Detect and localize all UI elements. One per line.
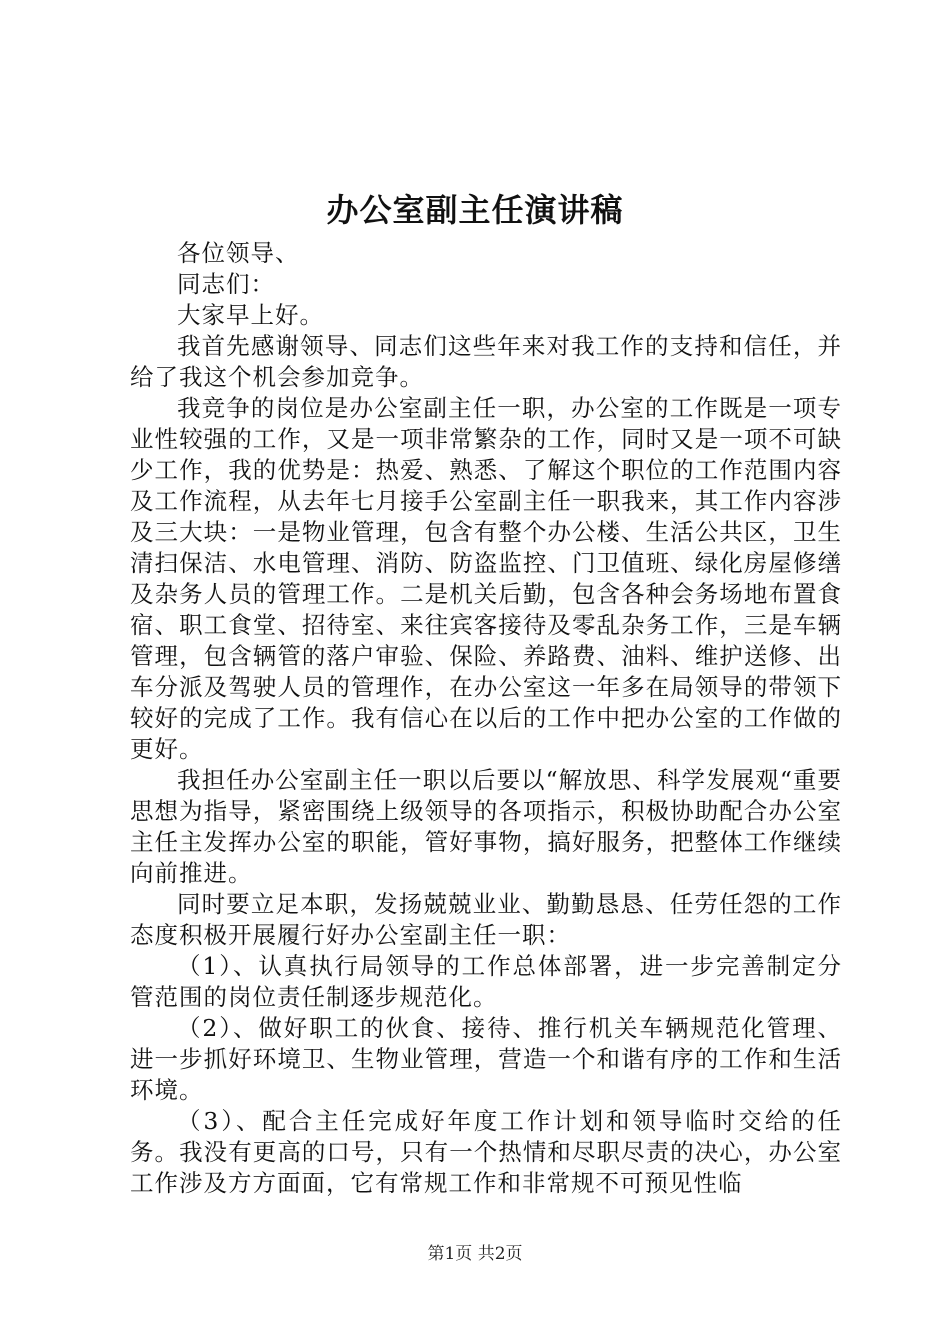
paragraph-greeting-leaders: 各位领导、 [177, 239, 300, 267]
paragraph-greeting-comrades: 同志们： [177, 270, 275, 298]
paragraph-guiding-thought: 我担任办公室副主任一职以后要以“解放思、科学发展观“重要思想为指导，紧密围绕上级领导的各项指示，积极协助配合办公室主任主发挥办公室的职能，管好事物，搞好服务，把整体工作继续向前推进。 [130, 766, 842, 887]
page-footer: 第1页 共2页 [427, 1244, 523, 1264]
document-title: 办公室副主任演讲稿 [326, 191, 624, 229]
paragraph-item-3: （3）、配合主任完成好年度工作计划和领导临时交给的任务。我没有更高的口号，只有一个热情和尽职尽责的决心，办公室工作涉及方方面面，它有常规工作和非常规不可预见性临 [130, 1107, 842, 1197]
paragraph-item-2: （2）、做好职工的伙食、接待、推行机关车辆规范化管理、进一步抓好环境卫、生物业管理，营造一个和谐有序的工作和生活环境。 [130, 1014, 842, 1104]
paragraph-good-morning: 大家早上好。 [177, 301, 324, 329]
document-body [130, 238, 842, 1199]
paragraph-attitude: 同时要立足本职，发扬兢兢业业、勤勤恳恳、任劳任怨的工作态度积极开展履行好办公室副主任一职： [130, 890, 842, 949]
paragraph-item-1: （1）、认真执行局领导的工作总体部署，进一步完善制定分管范围的岗位责任制逐步规范化。 [130, 952, 842, 1011]
paragraph-thanks: 我首先感谢领导、同志们这些年来对我工作的支持和信任，并给了我这个机会参加竞争。 [130, 332, 842, 391]
paragraph-position: 我竞争的岗位是办公室副主任一职，办公室的工作既是一项专业性较强的工作，又是一项非常繁杂的工作，同时又是一项不可缺少工作，我的优势是：热爱、熟悉、了解这个职位的工作范围内容及工作流程，从去年七月接手公室副主任一职我来，其工作内容涉及三大块：一是物业管理，包含有整个办公楼、生活公共区，卫生清扫保洁、水电管理、消防、防盗监控、门卫值班、绿化房屋修缮及杂务人员的管理工作。二是机关后勤，包含各种会务场地布置食宿、职工食堂、招待室、来往宾客接待及零乱杂务工作，三是车辆管理，包含辆管的落户审验、保险、养路费、油料、维护送修、出车分派及驾驶人员的管理作，在办公室这一年多在局领导的带领下较好的完成了工作。我有信心在以后的工作中把办公室的工作做的更好。 [130, 394, 842, 763]
